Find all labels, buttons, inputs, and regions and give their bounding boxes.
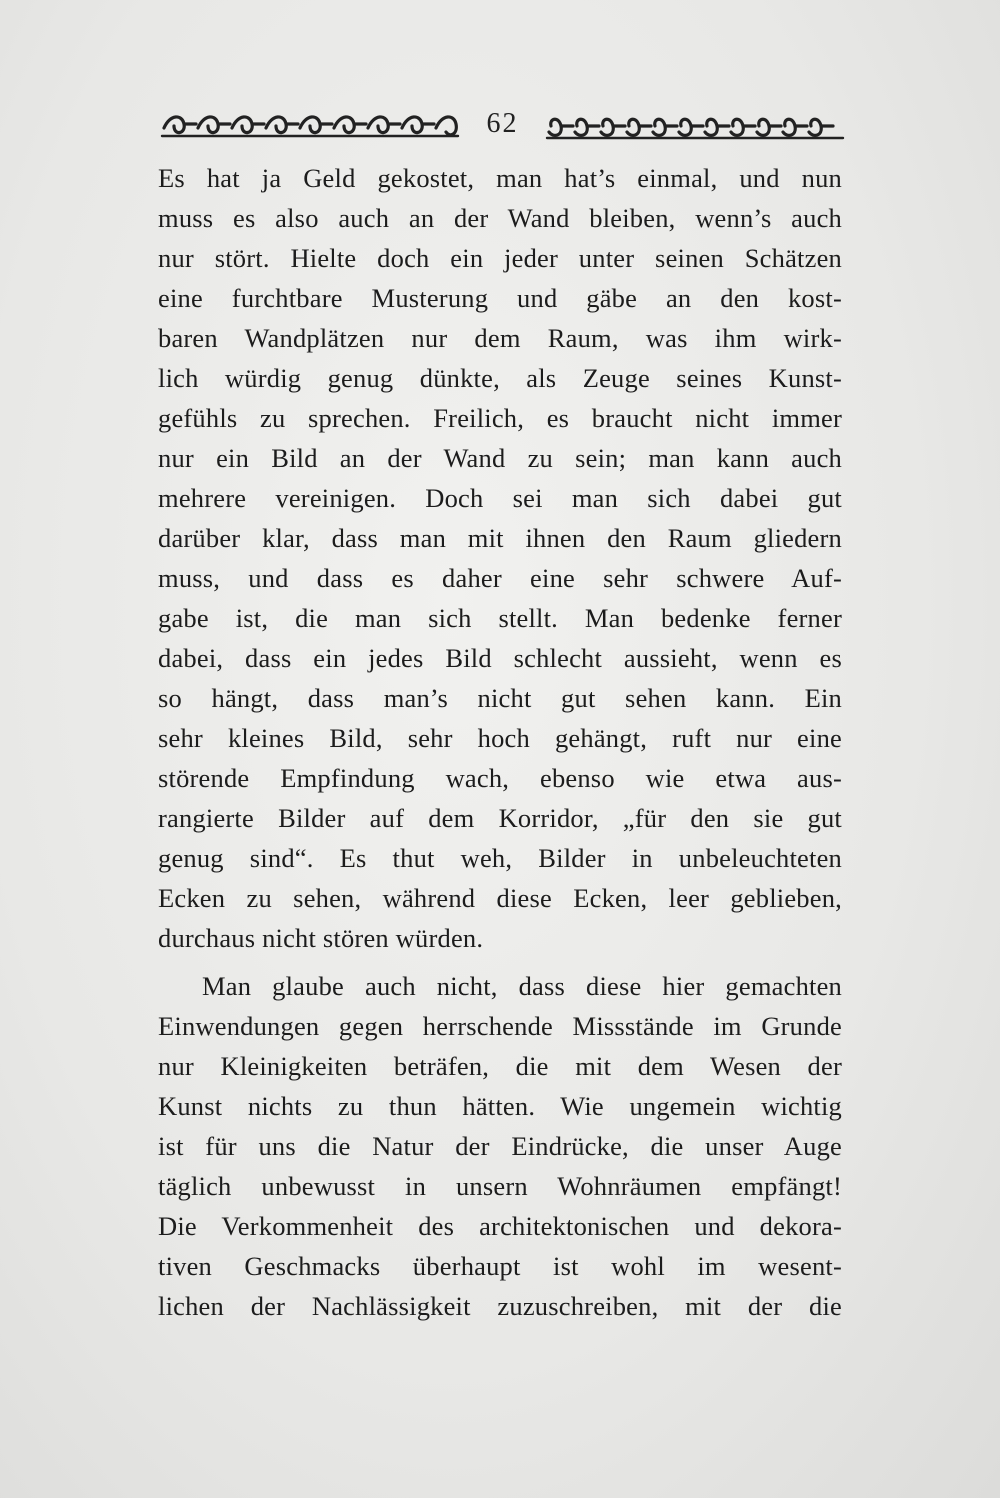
text-line: durchaus nicht stören würden. — [158, 923, 484, 953]
text-line: sehr kleines Bild, sehr hoch gehängt, ruft nur eine — [158, 723, 842, 753]
text-line: Einwendungen gegen herrschende Missstände im Grunde — [158, 1011, 842, 1041]
text-line: lich würdig genug dünkte, als Zeuge seines Kunst- — [158, 363, 842, 393]
text-line: tiven Geschmacks überhaupt ist wohl im wesent- — [158, 1251, 842, 1281]
text-line: störende Empfindung wach, ebenso wie etwa aus- — [158, 763, 842, 793]
paragraph-1 — [158, 158, 842, 958]
running-header — [160, 104, 845, 144]
text-line: dabei, dass ein jedes Bild schlecht aussieht, wenn es — [158, 643, 842, 673]
text-line: rangierte Bilder auf dem Korridor, „für den sie gut — [158, 803, 842, 833]
text-line: täglich unbewusst in unsern Wohnräumen empfängt! — [158, 1171, 842, 1201]
scroll-ornament-right-icon — [545, 108, 845, 140]
text-line: Man glaube auch nicht, dass diese hier gemachten — [202, 971, 842, 1001]
text-line: nur Kleinigkeiten beträfen, die mit dem Wesen der — [158, 1051, 842, 1081]
text-line: Kunst nichts zu thun hätten. Wie ungemein wichtig — [158, 1091, 842, 1121]
text-line: mehrere vereinigen. Doch sei man sich dabei gut — [158, 483, 842, 513]
text-line: Es hat ja Geld gekostet, man hat’s einmal, und nun — [158, 163, 842, 193]
text-line: darüber klar, dass man mit ihnen den Raum gliedern — [158, 523, 842, 553]
text-line: gabe ist, die man sich stellt. Man bedenke ferner — [158, 603, 842, 633]
text-line: genug sind“. Es thut weh, Bilder in unbeleuchteten — [158, 843, 842, 873]
text-line: gefühls zu sprechen. Freilich, es braucht nicht immer — [158, 403, 842, 433]
text-line: Die Verkommenheit des architektonischen und dekora- — [158, 1211, 842, 1241]
text-line: muss, und dass es daher eine sehr schwere Auf- — [158, 563, 842, 593]
text-line: eine furchtbare Musterung und gäbe an den kost- — [158, 283, 842, 313]
body-text — [158, 158, 842, 1326]
scroll-ornament-left-icon — [160, 108, 460, 140]
text-line: so hängt, dass man’s nicht gut sehen kann. Ein — [158, 683, 842, 713]
page-number: 62 — [486, 108, 519, 139]
text-line: ist für uns die Natur der Eindrücke, die unser Auge — [158, 1131, 842, 1161]
text-line: baren Wandplätzen nur dem Raum, was ihm wirk- — [158, 323, 842, 353]
text-line: lichen der Nachlässigkeit zuzuschreiben, mit der die — [158, 1291, 842, 1321]
text-line: muss es also auch an der Wand bleiben, wenn’s auch — [158, 203, 842, 233]
text-line: nur ein Bild an der Wand zu sein; man kann auch — [158, 443, 842, 473]
paragraph-2 — [158, 966, 842, 1326]
paragraph-gap — [158, 958, 842, 966]
text-line: Ecken zu sehen, während diese Ecken, leer geblieben, — [158, 883, 842, 913]
text-line: nur stört. Hielte doch ein jeder unter seinen Schätzen — [158, 243, 842, 273]
